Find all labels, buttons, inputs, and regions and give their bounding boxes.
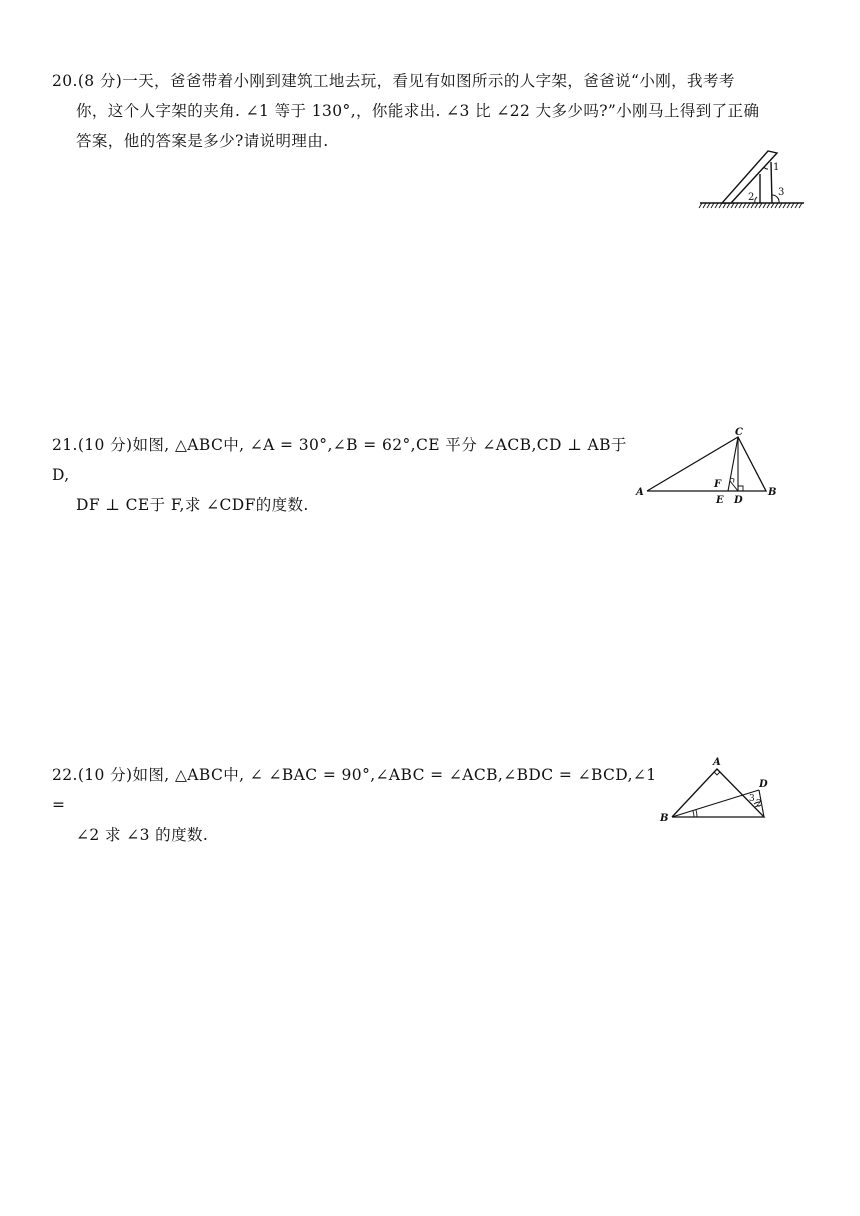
q21-label-C: C <box>735 427 743 438</box>
question-20-line-1: 20.(8 分)一天，爸爸带着小刚到建筑工地去玩，看见有如图所示的人字架，爸爸说“小刚，我考考 <box>52 72 735 90</box>
question-20-line-2: 你，这个人字架的夹角. ∠1 等于 130°,，你能求出. ∠3 比 ∠22 大多少吗?”小刚马上得到了正确 <box>76 102 760 120</box>
q21-label-B: B <box>768 487 777 498</box>
question-20-figure-ladder <box>696 148 808 212</box>
q20-label-2: 2 <box>748 192 755 203</box>
q22-label-3: 3 <box>749 794 755 804</box>
q21-label-E: E <box>716 495 724 506</box>
question-21 <box>52 430 642 520</box>
question-21-figure-triangle <box>632 424 782 510</box>
q21-label-F: F <box>714 479 722 490</box>
q22-label-D: D <box>759 779 768 790</box>
q22-label-2: 2 <box>756 799 762 809</box>
question-21-line-1: 21.(10 分)如图, △ABC中, ∠A = 30°,∠B = 62°,CE 平分 ∠ACB,CD ⊥ AB于 D, <box>52 436 627 484</box>
question-22 <box>52 760 662 850</box>
question-20-line-3: 答案，他的答案是多少?请说明理由. <box>76 132 329 150</box>
question-22-figure-triangle <box>656 754 786 826</box>
question-22-line-2: ∠2 求 ∠3 的度数. <box>76 826 209 844</box>
question-21-line-2: DF ⊥ CE于 F,求 ∠CDF的度数. <box>76 496 309 514</box>
question-22-line-1: 22.(10 分)如图, △ABC中, ∠ ∠BAC = 90°,∠ABC = ∠ACB,∠BDC = ∠BCD,∠1 = <box>52 766 657 814</box>
q22-label-B: B <box>660 813 669 824</box>
q21-label-A: A <box>636 487 644 498</box>
q21-label-D: D <box>734 495 743 506</box>
q20-label-1: 1 <box>773 162 780 173</box>
question-20 <box>52 66 812 156</box>
q22-label-A: A <box>713 757 721 768</box>
q20-label-3: 3 <box>778 187 785 198</box>
